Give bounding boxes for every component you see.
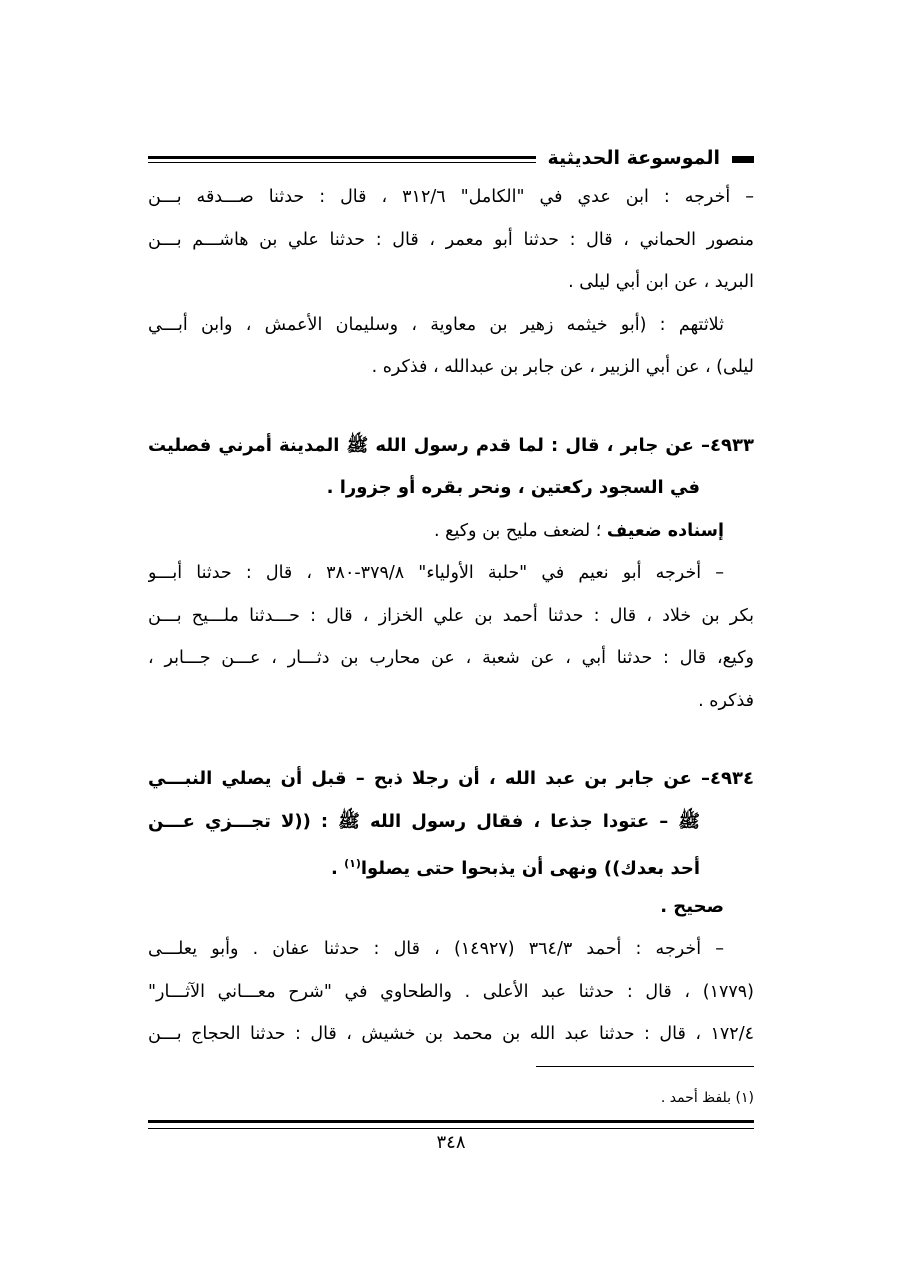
- text-line: ثلاثتهم : (أبو خيثمه زهير بن معاوية ، وسليمان الأعمش ، وابن أبـــي: [148, 314, 724, 335]
- hadith-heading-4934: ٤٩٣٤– عن جابر بن عبد الله ، أن رجلا ذبح – قبل أن يصلي النبـــي: [148, 768, 754, 789]
- text-line: – أخرجه : ابن عدي في "الكامل" ٣١٢/٦ ، قال : حدثنا صـــدقه بـــن: [148, 187, 754, 207]
- footnote-marker: (١): [344, 857, 361, 870]
- page-number: ٣٤٨: [436, 1132, 466, 1153]
- hadith-heading-4933-cont: في السجود ركعتين ، ونحر بقره أو جزورا .: [326, 477, 700, 498]
- hadith-heading-4934-end: [148, 843, 754, 886]
- header-rule-short: [732, 156, 754, 163]
- paragraph-gap: [148, 722, 754, 758]
- footnote-separator: [536, 1066, 754, 1067]
- text-line: – أخرجه أبو نعيم في "حلبة الأولياء" ٣٧٩/٨-٣٨٠ ، قال : حدثنا أبـــو: [148, 563, 725, 583]
- paragraph-gap: [148, 389, 754, 425]
- text-line: ١٧٢/٤ ، قال : حدثنا عبد الله بن محمد بن خشيش ، قال : حدثنا الحجاج بـــن: [148, 1024, 754, 1044]
- hadith-text: أحد بعدك)) ونهى أن يذبحوا حتى يصلوا: [360, 858, 700, 879]
- text-line: بكر بن خلاد ، قال : حدثنا أحمد بن علي الخزاز ، قال : حـــدثنا ملـــيح بـــن: [148, 605, 754, 626]
- footer-rule: [148, 1120, 754, 1129]
- grading-line: [148, 510, 754, 553]
- main-text: [148, 176, 754, 1056]
- hadith-heading-4933: ٤٩٣٣– عن جابر ، قال : لما قدم رسول الله ﷺ المدينة أمرني فصليت: [148, 434, 754, 456]
- header-rule-long: [148, 156, 536, 163]
- hadith-heading-4934-cont: ﷺ – عتودا جذعا ، فقال رسول الله ﷺ : ((لا تجـــزي عـــن: [148, 810, 700, 832]
- grading-line: صحيح .: [660, 895, 724, 917]
- text-line: وكيع، قال : حدثنا أبي ، عن شعبة ، عن محارب بن دثـــار ، عـــن جـــابر ،: [148, 648, 754, 668]
- text-line: (١٧٧٩) ، قال : حدثنا عبد الأعلى . والطحاوي في "شرح معـــاني الآثـــار": [148, 981, 754, 1002]
- text-line: منصور الحماني ، قال : حدثنا أبو معمر ، قال : حدثنا علي بن هاشـــم بـــن: [148, 229, 754, 250]
- running-header: [148, 140, 754, 176]
- hadith-text-end: .: [330, 858, 345, 879]
- grading-label: إسناده ضعيف: [606, 520, 724, 541]
- text-line: فذكره .: [698, 690, 754, 711]
- text-line: ليلى) ، عن أبي الزبير ، عن جابر بن عبدالله ، فذكره .: [371, 357, 754, 377]
- grading-reason: ؛ لضعف مليح بن وكيع .: [434, 520, 607, 541]
- text-line: البريد ، عن ابن أبي ليلى .: [568, 272, 754, 292]
- header-title: الموسوعة الحديثية: [547, 147, 720, 169]
- book-page: [148, 0, 754, 1273]
- footnote: (١) بلفظ أحمد .: [660, 1090, 754, 1106]
- text-line: – أخرجه : أحمد ٣٦٤/٣ (١٤٩٢٧) ، قال : حدثنا عفان . وأبو يعلـــى: [148, 939, 724, 959]
